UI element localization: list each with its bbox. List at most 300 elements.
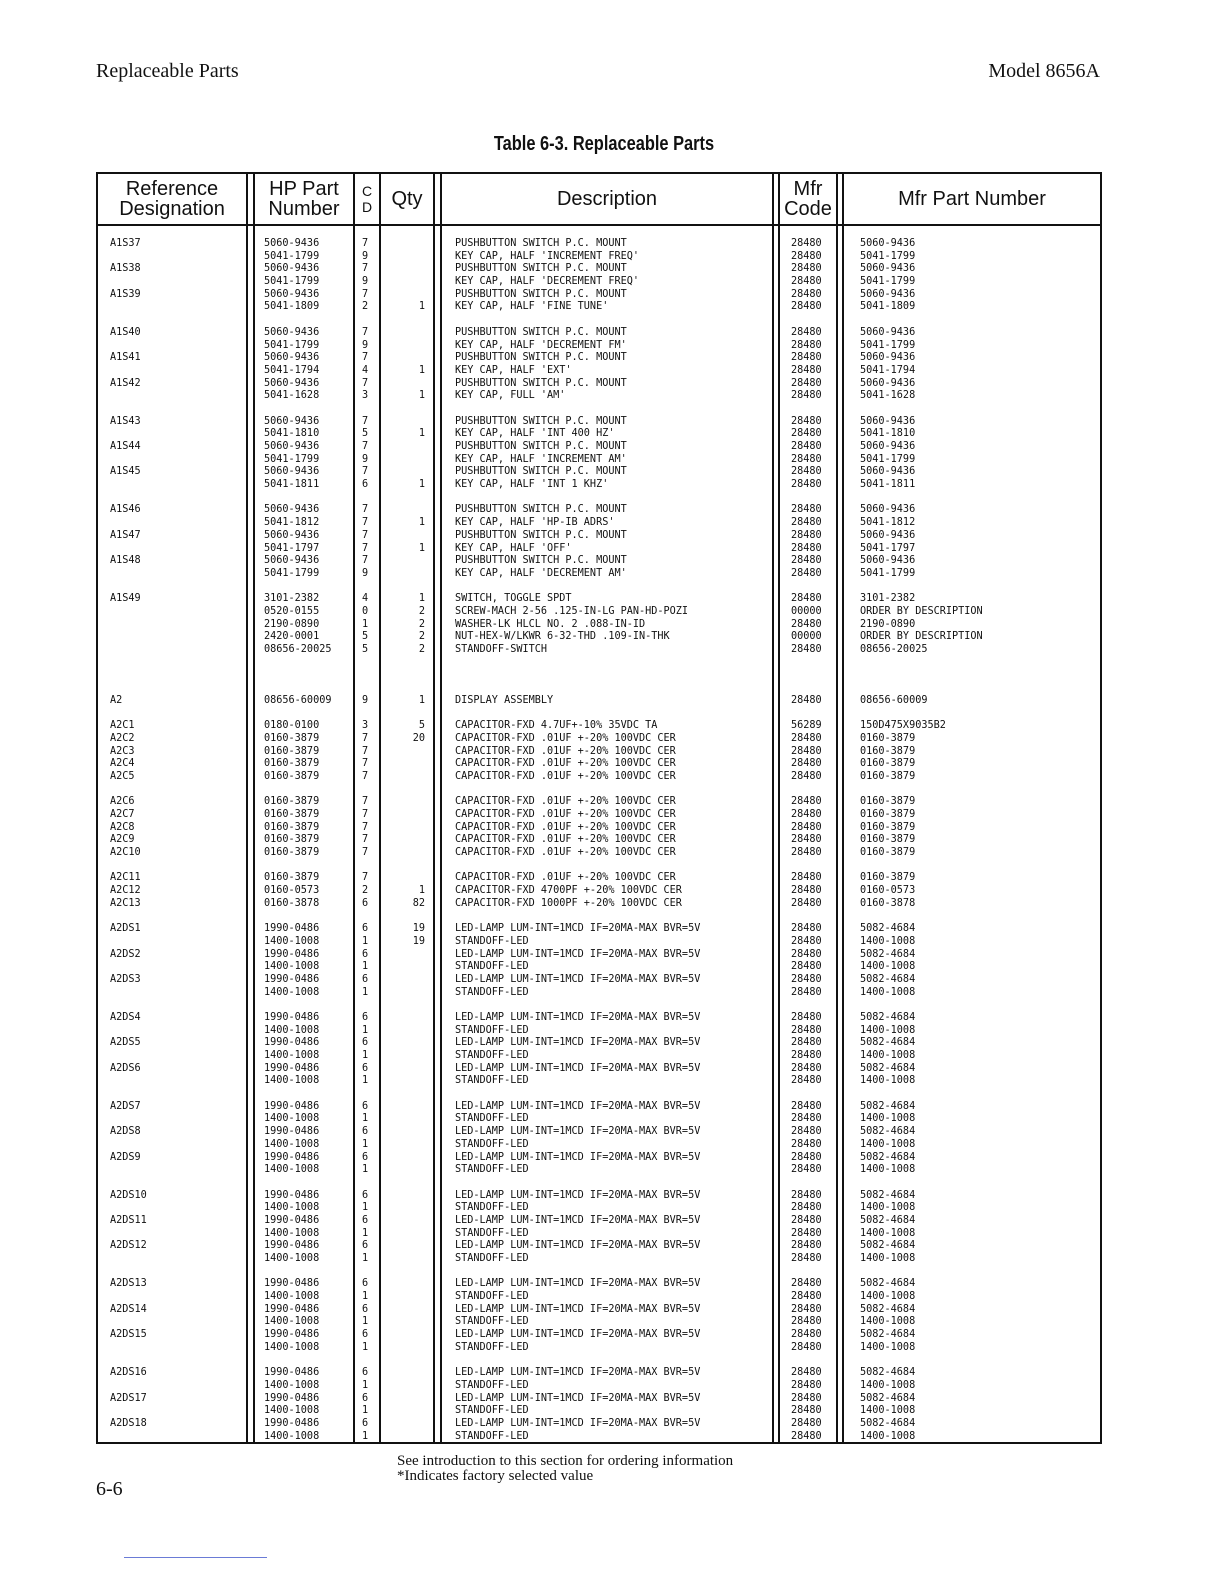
cell-mfr-code: 28480 bbox=[791, 745, 822, 757]
cell-mfr-code: 28480 bbox=[791, 542, 822, 554]
cell-cd: 9 bbox=[362, 276, 369, 288]
cell-description: STANDOFF-LED bbox=[455, 1227, 529, 1239]
cell-mfr-part-number: 5041-1809 bbox=[860, 301, 916, 313]
cell-reference-designation: A2DS6 bbox=[110, 1062, 141, 1074]
cell-cd: 9 bbox=[362, 339, 369, 351]
cell-cd: 6 bbox=[362, 1367, 369, 1379]
cell-mfr-part-number: 5082-4684 bbox=[860, 1011, 916, 1023]
cell-hp-part-number: 5041-1797 bbox=[264, 542, 320, 554]
table-row bbox=[96, 378, 1102, 391]
cell-mfr-part-number: 5060-9436 bbox=[860, 288, 916, 300]
cell-description: CAPACITOR-FXD 1000PF +-20% 100VDC CER bbox=[455, 897, 682, 909]
cell-mfr-code: 28480 bbox=[791, 732, 822, 744]
cell-reference-designation: A2DS17 bbox=[110, 1392, 147, 1404]
cell-cd: 6 bbox=[362, 1214, 369, 1226]
cell-cd: 6 bbox=[362, 1100, 369, 1112]
footnote bbox=[397, 1454, 733, 1484]
cell-mfr-code: 28480 bbox=[791, 961, 822, 973]
cell-mfr-part-number: 1400-1008 bbox=[860, 1075, 916, 1087]
cell-mfr-code: 28480 bbox=[791, 555, 822, 567]
cell-reference-designation: A2C12 bbox=[110, 885, 141, 897]
cell-qty: 1 bbox=[418, 885, 425, 897]
parts-group bbox=[96, 1012, 1102, 1088]
cell-cd: 7 bbox=[362, 377, 369, 389]
cell-mfr-code: 28480 bbox=[791, 1138, 822, 1150]
parts-group bbox=[96, 238, 1102, 314]
cell-mfr-code: 28480 bbox=[791, 834, 822, 846]
cell-description: STANDOFF-LED bbox=[455, 1430, 529, 1442]
cell-mfr-code: 28480 bbox=[791, 1151, 822, 1163]
table-row bbox=[96, 530, 1102, 543]
cell-reference-designation: A2C8 bbox=[110, 821, 135, 833]
cell-reference-designation: A2C4 bbox=[110, 758, 135, 770]
table-row bbox=[96, 1228, 1102, 1241]
cell-mfr-code: 28480 bbox=[791, 1037, 822, 1049]
cell-cd: 2 bbox=[362, 885, 369, 897]
cell-reference-designation: A1S44 bbox=[110, 441, 141, 452]
col-header-line: C bbox=[361, 183, 373, 199]
table-row bbox=[96, 606, 1102, 619]
cell-cd: 6 bbox=[362, 1037, 369, 1049]
cell-mfr-part-number: 0160-3879 bbox=[860, 808, 916, 820]
cell-mfr-code: 28480 bbox=[791, 250, 822, 262]
cell-mfr-part-number: 1400-1008 bbox=[860, 1341, 916, 1353]
table-row bbox=[96, 1050, 1102, 1063]
cell-hp-part-number: 1400-1008 bbox=[264, 1405, 320, 1417]
cell-hp-part-number: 1990-0486 bbox=[264, 1189, 320, 1201]
cell-mfr-code: 28480 bbox=[791, 618, 822, 630]
cell-description: STANDOFF-LED bbox=[455, 1379, 529, 1391]
cell-mfr-part-number: 0160-3879 bbox=[860, 821, 916, 833]
parts-table bbox=[96, 172, 1102, 1444]
parts-group bbox=[96, 327, 1102, 403]
col-header-line: Mfr Part Number bbox=[898, 188, 1046, 210]
cell-mfr-part-number: 5041-1799 bbox=[860, 339, 916, 351]
cell-qty: 2 bbox=[418, 605, 425, 617]
cell-reference-designation: A2C10 bbox=[110, 847, 141, 858]
cell-cd: 6 bbox=[362, 948, 369, 960]
cell-mfr-code: 28480 bbox=[791, 1316, 822, 1328]
col-header-line: Description bbox=[556, 188, 658, 210]
cell-cd: 5 bbox=[362, 644, 369, 655]
cell-mfr-code: 28480 bbox=[791, 238, 822, 249]
cell-description: PUSHBUTTON SWITCH P.C. MOUNT bbox=[455, 238, 627, 249]
cell-hp-part-number: 5041-1812 bbox=[264, 517, 320, 529]
table-row bbox=[96, 276, 1102, 289]
table-row bbox=[96, 1253, 1102, 1266]
cell-mfr-code: 28480 bbox=[791, 1430, 822, 1442]
cell-description: LED-LAMP LUM-INT=1MCD IF=20MA-MAX BVR=5V bbox=[455, 1240, 701, 1252]
cell-hp-part-number: 1990-0486 bbox=[264, 1303, 320, 1315]
cell-hp-part-number: 5060-9436 bbox=[264, 326, 320, 338]
cell-qty: 1 bbox=[418, 479, 425, 491]
table-row bbox=[96, 289, 1102, 302]
cell-description: LED-LAMP LUM-INT=1MCD IF=20MA-MAX BVR=5V bbox=[455, 1303, 701, 1315]
table-row bbox=[96, 834, 1102, 847]
cell-mfr-code: 28480 bbox=[791, 885, 822, 897]
cell-mfr-code: 28480 bbox=[791, 1303, 822, 1315]
table-row bbox=[96, 822, 1102, 835]
cell-description: STANDOFF-LED bbox=[455, 1138, 529, 1150]
parts-group bbox=[96, 923, 1102, 999]
table-row bbox=[96, 517, 1102, 530]
cell-hp-part-number: 1400-1008 bbox=[264, 1164, 320, 1176]
cell-hp-part-number: 5041-1799 bbox=[264, 453, 320, 465]
table-row bbox=[96, 898, 1102, 911]
table-row bbox=[96, 454, 1102, 467]
cell-mfr-code: 28480 bbox=[791, 923, 822, 935]
cell-mfr-code: 28480 bbox=[791, 364, 822, 376]
cell-cd: 7 bbox=[362, 504, 369, 516]
table-row bbox=[96, 568, 1102, 581]
cell-qty: 1 bbox=[418, 593, 425, 605]
cell-reference-designation: A2 bbox=[110, 694, 123, 706]
cell-description: PUSHBUTTON SWITCH P.C. MOUNT bbox=[455, 441, 627, 452]
cell-mfr-code: 28480 bbox=[791, 288, 822, 300]
cell-hp-part-number: 1990-0486 bbox=[264, 923, 320, 935]
cell-cd: 1 bbox=[362, 1227, 369, 1239]
cell-description: CAPACITOR-FXD .01UF +-20% 100VDC CER bbox=[455, 872, 676, 884]
cell-mfr-part-number: 5082-4684 bbox=[860, 1392, 916, 1404]
cell-hp-part-number: 0180-0100 bbox=[264, 720, 320, 732]
cell-qty: 1 bbox=[418, 428, 425, 440]
cell-hp-part-number: 5041-1628 bbox=[264, 390, 320, 402]
table-row bbox=[96, 631, 1102, 644]
cell-description: KEY CAP, HALF 'FINE TUNE' bbox=[455, 301, 609, 313]
cell-description: CAPACITOR-FXD 4700PF +-20% 100VDC CER bbox=[455, 885, 682, 897]
table-row bbox=[96, 1278, 1102, 1291]
table-row bbox=[96, 428, 1102, 441]
table-row bbox=[96, 847, 1102, 860]
cell-mfr-code: 28480 bbox=[791, 897, 822, 909]
cell-description: LED-LAMP LUM-INT=1MCD IF=20MA-MAX BVR=5V bbox=[455, 1417, 701, 1429]
table-row bbox=[96, 1367, 1102, 1380]
cell-mfr-part-number: 1400-1008 bbox=[860, 1253, 916, 1264]
cell-description: STANDOFF-LED bbox=[455, 1291, 529, 1303]
cell-mfr-code: 28480 bbox=[791, 441, 822, 452]
cell-qty: 1 bbox=[418, 390, 425, 402]
cell-hp-part-number: 5041-1811 bbox=[264, 479, 320, 491]
cell-hp-part-number: 5041-1799 bbox=[264, 339, 320, 351]
cell-cd: 7 bbox=[362, 352, 369, 364]
cell-hp-part-number: 3101-2382 bbox=[264, 593, 320, 605]
cell-mfr-part-number: 5041-1810 bbox=[860, 428, 916, 440]
cell-mfr-code: 28480 bbox=[791, 352, 822, 364]
cell-cd: 6 bbox=[362, 479, 369, 491]
parts-group bbox=[96, 1278, 1102, 1354]
cell-mfr-part-number: 150D475X9035B2 bbox=[860, 720, 946, 732]
cell-qty: 1 bbox=[418, 542, 425, 554]
footnote-factory-selected: *Indicates factory selected value bbox=[397, 1468, 594, 1484]
cell-hp-part-number: 5041-1810 bbox=[264, 428, 320, 440]
cell-mfr-part-number: 1400-1008 bbox=[860, 961, 916, 973]
cell-hp-part-number: 1400-1008 bbox=[264, 1024, 320, 1036]
cell-mfr-code: 28480 bbox=[791, 872, 822, 884]
cell-cd: 6 bbox=[362, 1126, 369, 1138]
cell-hp-part-number: 5060-9436 bbox=[264, 238, 320, 249]
cell-mfr-code: 28480 bbox=[791, 529, 822, 541]
cell-mfr-part-number: 5060-9436 bbox=[860, 377, 916, 389]
cell-mfr-part-number: 5060-9436 bbox=[860, 415, 916, 427]
table-row bbox=[96, 543, 1102, 556]
cell-mfr-part-number: 5041-1628 bbox=[860, 390, 916, 402]
scan-edge-mark bbox=[124, 1557, 267, 1558]
cell-cd: 6 bbox=[362, 923, 369, 935]
cell-mfr-code: 28480 bbox=[791, 326, 822, 338]
cell-reference-designation: A2C5 bbox=[110, 770, 135, 782]
cell-cd: 1 bbox=[362, 1113, 369, 1125]
cell-cd: 1 bbox=[362, 1316, 369, 1328]
cell-qty: 82 bbox=[412, 897, 425, 909]
cell-hp-part-number: 1990-0486 bbox=[264, 1011, 320, 1023]
cell-qty: 2 bbox=[418, 644, 425, 655]
table-row bbox=[96, 1101, 1102, 1114]
table-row bbox=[96, 593, 1102, 606]
cell-description: STANDOFF-LED bbox=[455, 986, 529, 998]
cell-mfr-code: 28480 bbox=[791, 1278, 822, 1290]
footnote-ordering: See introduction to this section for ordering information bbox=[397, 1453, 734, 1469]
cell-description: STANDOFF-LED bbox=[455, 1202, 529, 1214]
cell-qty: 1 bbox=[418, 517, 425, 529]
parts-group bbox=[96, 695, 1102, 708]
cell-mfr-code: 28480 bbox=[791, 821, 822, 833]
cell-mfr-part-number: 5082-4684 bbox=[860, 1278, 916, 1290]
cell-reference-designation: A2DS8 bbox=[110, 1126, 141, 1138]
running-header-model: Model 8656A bbox=[988, 60, 1100, 82]
cell-mfr-part-number: 2190-0890 bbox=[860, 618, 916, 630]
cell-cd: 6 bbox=[362, 1417, 369, 1429]
cell-hp-part-number: 5060-9436 bbox=[264, 504, 320, 516]
cell-reference-designation: A2DS7 bbox=[110, 1100, 141, 1112]
cell-cd: 6 bbox=[362, 973, 369, 985]
cell-hp-part-number: 0160-3879 bbox=[264, 872, 320, 884]
parts-group bbox=[96, 669, 1102, 682]
cell-description: KEY CAP, HALF 'DECREMENT FM' bbox=[455, 339, 627, 351]
cell-mfr-part-number: 1400-1008 bbox=[860, 1113, 916, 1125]
cell-mfr-code: 28480 bbox=[791, 796, 822, 808]
cell-description: CAPACITOR-FXD .01UF +-20% 100VDC CER bbox=[455, 847, 676, 858]
table-row bbox=[96, 352, 1102, 365]
cell-cd: 7 bbox=[362, 770, 369, 782]
table-row bbox=[96, 238, 1102, 251]
table-row bbox=[96, 1075, 1102, 1088]
cell-mfr-code: 56289 bbox=[791, 720, 822, 732]
cell-description: LED-LAMP LUM-INT=1MCD IF=20MA-MAX BVR=5V bbox=[455, 973, 701, 985]
cell-cd: 1 bbox=[362, 618, 369, 630]
table-row bbox=[96, 720, 1102, 733]
cell-mfr-code: 28480 bbox=[791, 1100, 822, 1112]
cell-mfr-part-number: 5041-1797 bbox=[860, 542, 916, 554]
cell-description: CAPACITOR-FXD .01UF +-20% 100VDC CER bbox=[455, 732, 676, 744]
cell-description: LED-LAMP LUM-INT=1MCD IF=20MA-MAX BVR=5V bbox=[455, 1126, 701, 1138]
cell-description: KEY CAP, HALF 'HP-IB ADRS' bbox=[455, 517, 615, 529]
cell-mfr-code: 28480 bbox=[791, 1341, 822, 1353]
cell-hp-part-number: 5060-9436 bbox=[264, 529, 320, 541]
cell-hp-part-number: 1990-0486 bbox=[264, 1100, 320, 1112]
table-row bbox=[96, 746, 1102, 759]
table-row bbox=[96, 416, 1102, 429]
cell-qty: 5 bbox=[418, 720, 425, 732]
table-row bbox=[96, 1126, 1102, 1139]
table-row bbox=[96, 1190, 1102, 1203]
table-row bbox=[96, 1405, 1102, 1418]
cell-hp-part-number: 0160-3879 bbox=[264, 745, 320, 757]
cell-reference-designation: A2DS18 bbox=[110, 1417, 147, 1429]
cell-mfr-part-number: 0160-3879 bbox=[860, 745, 916, 757]
cell-description: LED-LAMP LUM-INT=1MCD IF=20MA-MAX BVR=5V bbox=[455, 1011, 701, 1023]
cell-cd: 6 bbox=[362, 897, 369, 909]
cell-mfr-part-number: 0160-3879 bbox=[860, 834, 916, 846]
table-row bbox=[96, 1304, 1102, 1317]
cell-mfr-part-number: 5041-1799 bbox=[860, 567, 916, 579]
cell-cd: 6 bbox=[362, 1062, 369, 1074]
table-row bbox=[96, 263, 1102, 276]
cell-cd: 3 bbox=[362, 390, 369, 402]
cell-description: STANDOFF-LED bbox=[455, 1316, 529, 1328]
cell-cd: 7 bbox=[362, 796, 369, 808]
cell-mfr-code: 28480 bbox=[791, 1367, 822, 1379]
cell-reference-designation: A2C6 bbox=[110, 796, 135, 808]
cell-mfr-code: 28480 bbox=[791, 847, 822, 858]
cell-cd: 7 bbox=[362, 441, 369, 452]
cell-description: PUSHBUTTON SWITCH P.C. MOUNT bbox=[455, 326, 627, 338]
cell-description: CAPACITOR-FXD .01UF +-20% 100VDC CER bbox=[455, 834, 676, 846]
cell-description: PUSHBUTTON SWITCH P.C. MOUNT bbox=[455, 288, 627, 300]
table-row bbox=[96, 1063, 1102, 1076]
cell-hp-part-number: 1990-0486 bbox=[264, 948, 320, 960]
cell-mfr-code: 28480 bbox=[791, 339, 822, 351]
cell-reference-designation: A1S38 bbox=[110, 263, 141, 275]
cell-reference-designation: A2C1 bbox=[110, 720, 135, 732]
cell-cd: 7 bbox=[362, 758, 369, 770]
cell-hp-part-number: 1990-0486 bbox=[264, 1278, 320, 1290]
cell-mfr-part-number: 5082-4684 bbox=[860, 1151, 916, 1163]
table-row bbox=[96, 796, 1102, 809]
cell-mfr-part-number: 1400-1008 bbox=[860, 1202, 916, 1214]
cell-mfr-part-number: 1400-1008 bbox=[860, 1430, 916, 1442]
cell-cd: 1 bbox=[362, 1075, 369, 1087]
cell-mfr-code: 28480 bbox=[791, 935, 822, 947]
cell-mfr-code: 28480 bbox=[791, 1214, 822, 1226]
cell-cd: 6 bbox=[362, 1278, 369, 1290]
cell-reference-designation: A2DS5 bbox=[110, 1037, 141, 1049]
cell-reference-designation: A1S45 bbox=[110, 466, 141, 478]
cell-hp-part-number: 5041-1799 bbox=[264, 276, 320, 288]
parts-group bbox=[96, 1101, 1102, 1177]
cell-hp-part-number: 5060-9436 bbox=[264, 377, 320, 389]
cell-description: STANDOFF-LED bbox=[455, 1405, 529, 1417]
cell-mfr-code: 28480 bbox=[791, 1189, 822, 1201]
cell-description: CAPACITOR-FXD .01UF +-20% 100VDC CER bbox=[455, 821, 676, 833]
table-row bbox=[96, 1152, 1102, 1165]
cell-mfr-code: 28480 bbox=[791, 593, 822, 605]
table-row bbox=[96, 771, 1102, 784]
cell-cd: 7 bbox=[362, 238, 369, 249]
parts-group bbox=[96, 416, 1102, 492]
cell-description: PUSHBUTTON SWITCH P.C. MOUNT bbox=[455, 466, 627, 478]
table-row bbox=[96, 936, 1102, 949]
cell-description: WASHER-LK HLCL NO. 2 .088-IN-ID bbox=[455, 618, 646, 630]
cell-description: LED-LAMP LUM-INT=1MCD IF=20MA-MAX BVR=5V bbox=[455, 1329, 701, 1341]
col-header-qty bbox=[381, 174, 433, 224]
cell-cd: 1 bbox=[362, 961, 369, 973]
cell-reference-designation: A2C2 bbox=[110, 732, 135, 744]
cell-reference-designation: A1S46 bbox=[110, 504, 141, 516]
cell-reference-designation: A2DS9 bbox=[110, 1151, 141, 1163]
cell-mfr-part-number: 1400-1008 bbox=[860, 935, 916, 947]
cell-hp-part-number: 1400-1008 bbox=[264, 986, 320, 998]
col-header-line: Code bbox=[784, 198, 832, 220]
cell-cd: 7 bbox=[362, 808, 369, 820]
cell-description: STANDOFF-LED bbox=[455, 1050, 529, 1061]
cell-reference-designation: A2DS13 bbox=[110, 1278, 147, 1290]
cell-hp-part-number: 0160-3879 bbox=[264, 796, 320, 808]
parts-group bbox=[96, 1367, 1102, 1443]
table-row bbox=[96, 1393, 1102, 1406]
table-row bbox=[96, 619, 1102, 632]
cell-mfr-part-number: 5082-4684 bbox=[860, 1303, 916, 1315]
cell-description: PUSHBUTTON SWITCH P.C. MOUNT bbox=[455, 263, 627, 275]
col-header-line: Reference bbox=[125, 178, 219, 200]
cell-mfr-part-number: 5060-9436 bbox=[860, 238, 916, 249]
cell-description: STANDOFF-LED bbox=[455, 1341, 529, 1353]
cell-mfr-part-number: 1400-1008 bbox=[860, 1050, 916, 1061]
col-header-line: D bbox=[361, 199, 373, 215]
cell-mfr-part-number: 1400-1008 bbox=[860, 1291, 916, 1303]
cell-cd: 1 bbox=[362, 1405, 369, 1417]
cell-mfr-code: 28480 bbox=[791, 390, 822, 402]
cell-qty: 1 bbox=[418, 364, 425, 376]
cell-hp-part-number: 1990-0486 bbox=[264, 1240, 320, 1252]
table-row bbox=[96, 1291, 1102, 1304]
cell-hp-part-number: 1400-1008 bbox=[264, 1202, 320, 1214]
cell-mfr-code: 28480 bbox=[791, 567, 822, 579]
cell-mfr-code: 28480 bbox=[791, 415, 822, 427]
cell-mfr-code: 28480 bbox=[791, 1329, 822, 1341]
table-row bbox=[96, 733, 1102, 746]
table-body bbox=[96, 238, 1102, 1456]
table-row bbox=[96, 251, 1102, 264]
table-row bbox=[96, 987, 1102, 1000]
cell-mfr-code: 28480 bbox=[791, 504, 822, 516]
cell-mfr-part-number: 1400-1008 bbox=[860, 1138, 916, 1150]
col-header-reference-designation bbox=[98, 174, 246, 224]
cell-description: PUSHBUTTON SWITCH P.C. MOUNT bbox=[455, 555, 627, 567]
cell-hp-part-number: 5060-9436 bbox=[264, 352, 320, 364]
cell-mfr-code: 28480 bbox=[791, 1392, 822, 1404]
cell-hp-part-number: 1400-1008 bbox=[264, 1075, 320, 1087]
cell-hp-part-number: 1400-1008 bbox=[264, 1291, 320, 1303]
cell-description: PUSHBUTTON SWITCH P.C. MOUNT bbox=[455, 415, 627, 427]
cell-hp-part-number: 5060-9436 bbox=[264, 441, 320, 452]
col-header-description bbox=[442, 174, 772, 224]
cell-mfr-part-number: 08656-20025 bbox=[860, 644, 928, 655]
table-row bbox=[96, 695, 1102, 708]
cell-description: STANDOFF-LED bbox=[455, 935, 529, 947]
table-row bbox=[96, 365, 1102, 378]
cell-mfr-code: 28480 bbox=[791, 1227, 822, 1239]
cell-hp-part-number: 1400-1008 bbox=[264, 935, 320, 947]
cell-mfr-part-number: 5041-1799 bbox=[860, 276, 916, 288]
table-row bbox=[96, 1316, 1102, 1329]
table-row bbox=[96, 1431, 1102, 1444]
cell-cd: 7 bbox=[362, 517, 369, 529]
table-row bbox=[96, 758, 1102, 771]
cell-hp-part-number: 2190-0890 bbox=[264, 618, 320, 630]
cell-reference-designation: A1S49 bbox=[110, 593, 141, 605]
table-row bbox=[96, 1037, 1102, 1050]
cell-mfr-code: 28480 bbox=[791, 1291, 822, 1303]
